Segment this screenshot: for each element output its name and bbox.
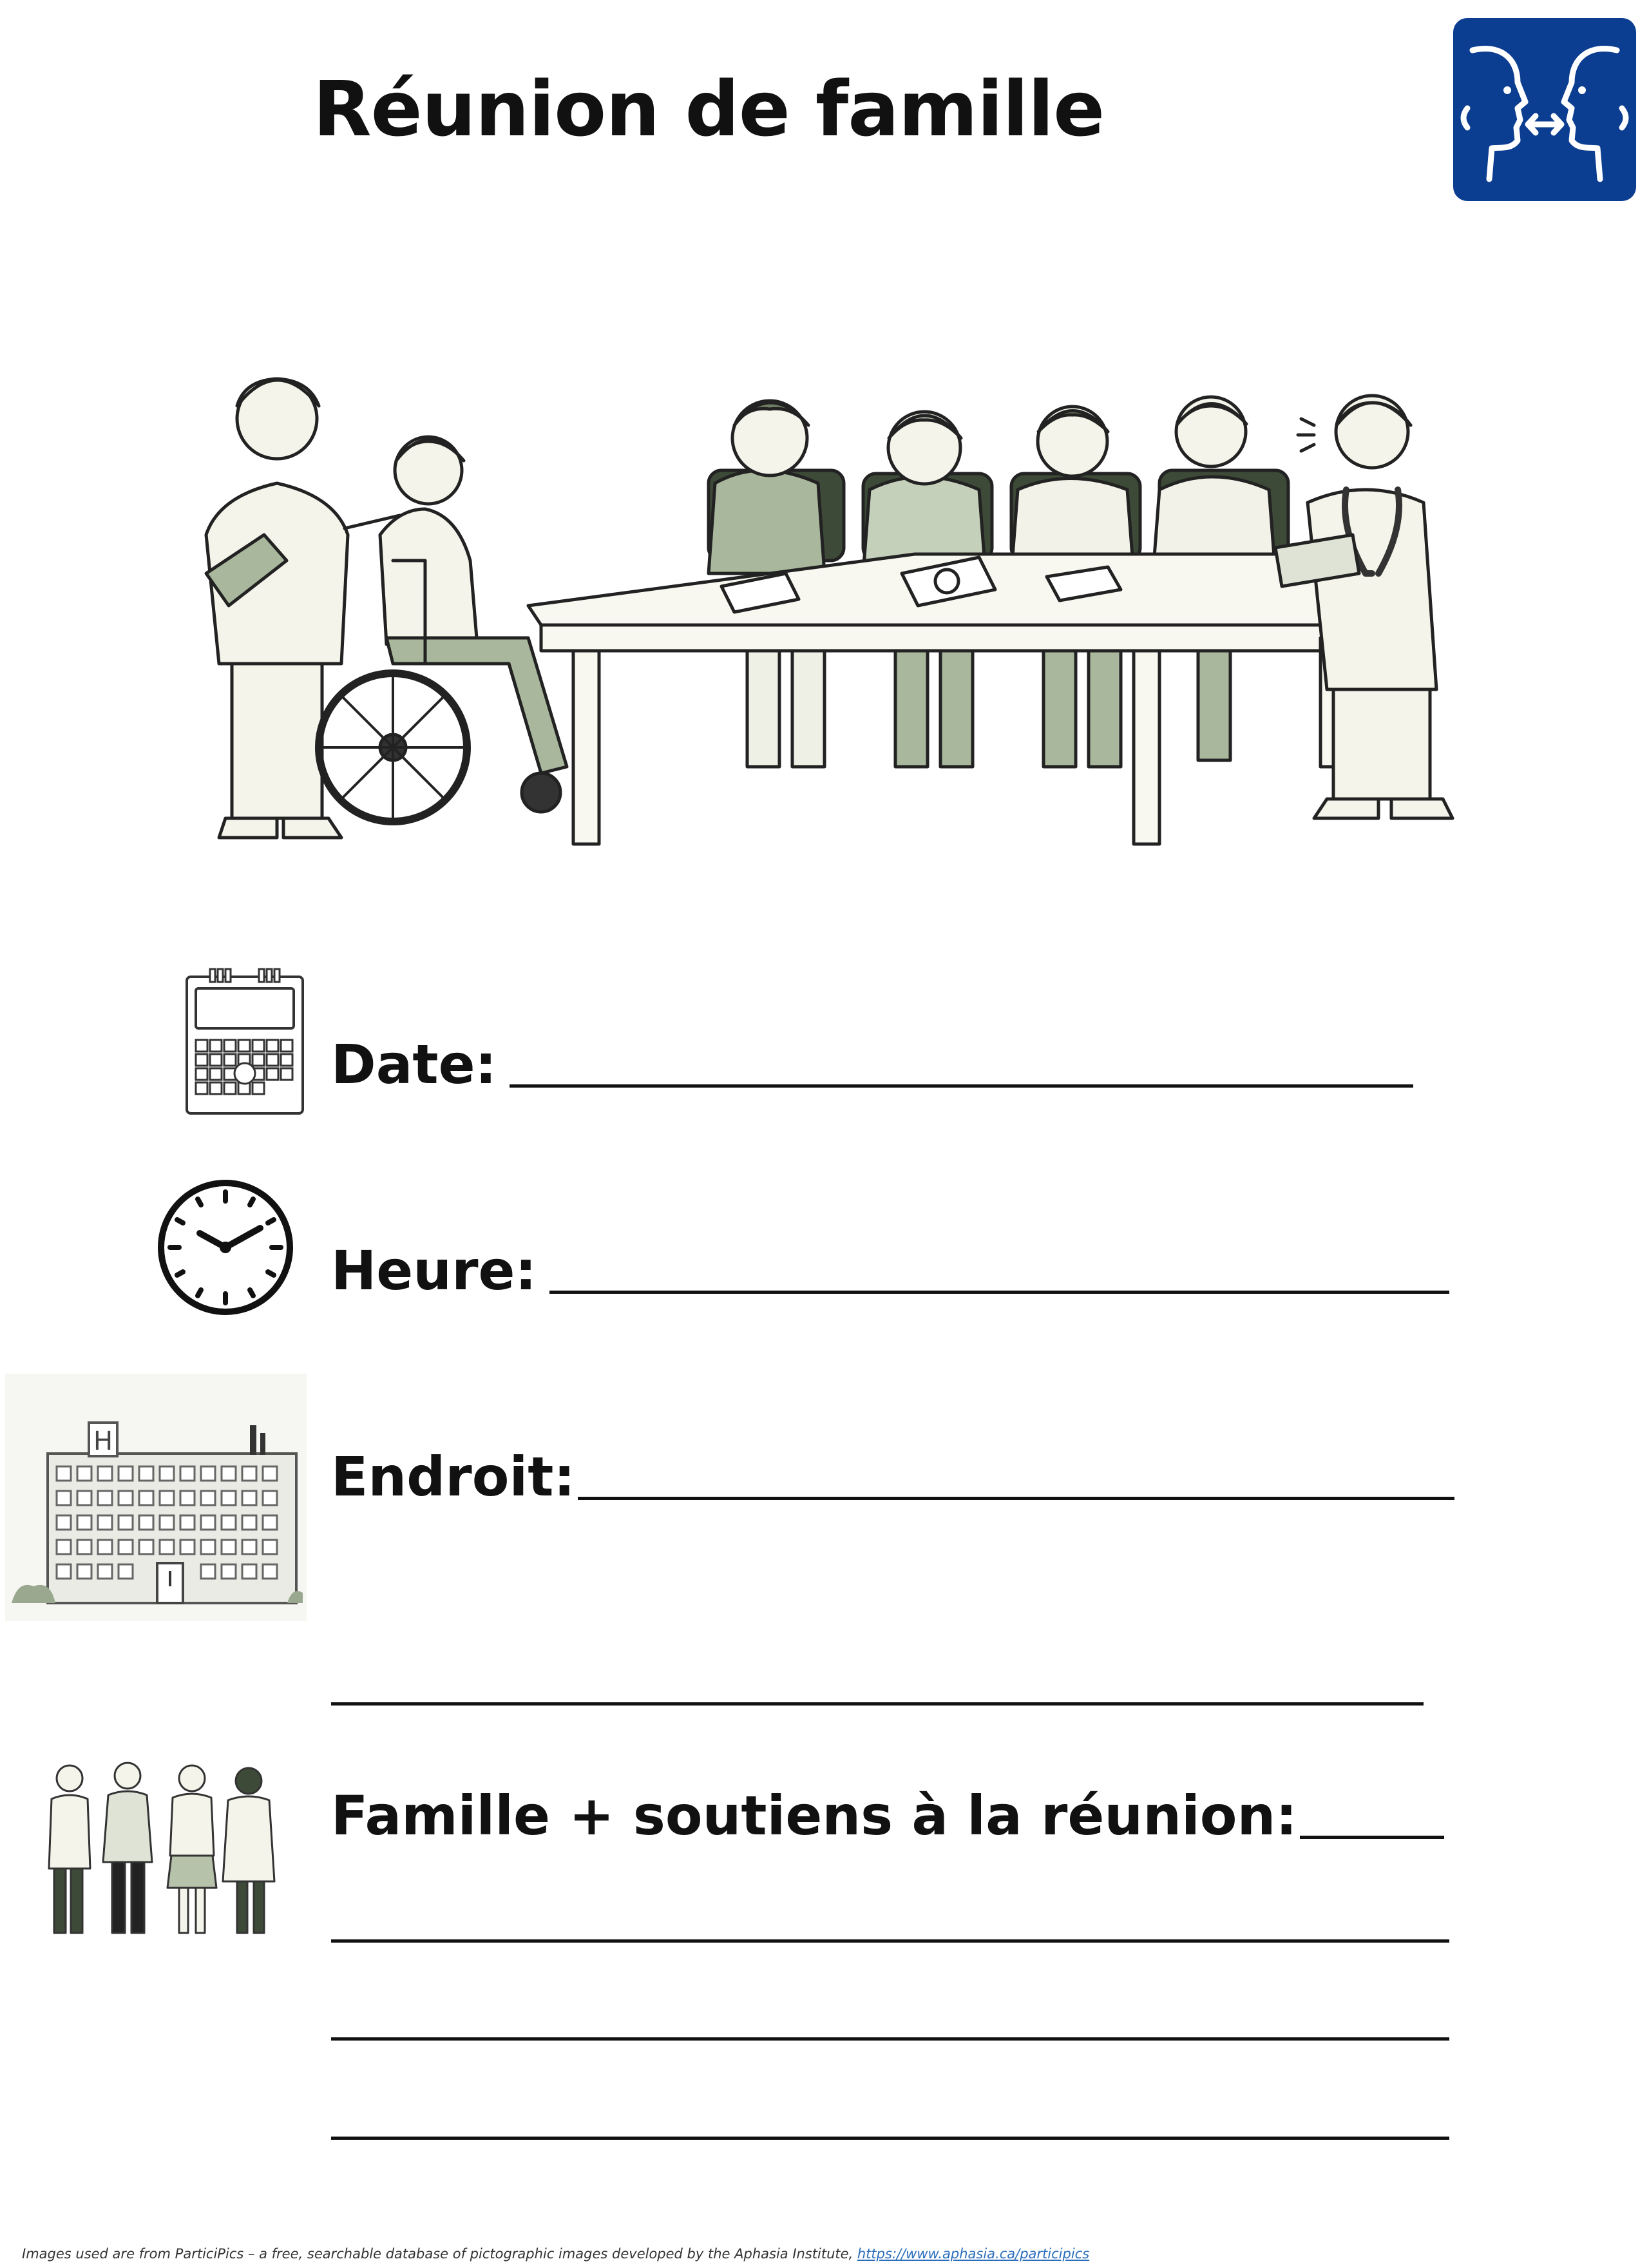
page-title: Réunion de famille — [312, 64, 1105, 153]
calendar-icon — [184, 966, 305, 1116]
attendees-input-line[interactable] — [1300, 1836, 1444, 1839]
time-label: Heure: — [331, 1239, 537, 1302]
attendees-input-line-3[interactable] — [331, 2037, 1449, 2041]
place-input-line[interactable] — [578, 1497, 1454, 1500]
participics-link[interactable]: https://www.aphasia.ca/participics — [857, 2246, 1090, 2262]
hospital-building-icon — [5, 1374, 307, 1621]
clock-icon — [156, 1178, 295, 1317]
place-input-line-2[interactable] — [331, 1702, 1424, 1706]
communication-logo — [1453, 18, 1636, 201]
attendees-label: Famille + soutiens à la réunion: — [331, 1784, 1297, 1847]
place-label: Endroit: — [331, 1445, 575, 1508]
attendees-field[interactable] — [331, 1784, 1444, 1847]
date-field[interactable] — [331, 1033, 1413, 1096]
attendees-input-line-2[interactable] — [331, 1939, 1449, 1943]
family-meeting-table-illustration — [180, 303, 1482, 850]
attendees-input-line-4[interactable] — [331, 2137, 1449, 2140]
date-label: Date: — [331, 1033, 497, 1096]
image-credit-text: Images used are from ParticiPics – a free, searchable database of pictographic images developed by the Aphasia Institute, — [22, 2246, 857, 2262]
image-credit — [22, 2246, 1089, 2262]
place-field[interactable] — [331, 1445, 1454, 1508]
face-to-face-communication-icon — [1453, 18, 1636, 201]
time-field[interactable] — [331, 1239, 1449, 1302]
time-input-line[interactable] — [549, 1291, 1449, 1294]
svg-text:H: H — [93, 1427, 113, 1456]
group-of-people-icon — [36, 1759, 294, 1946]
date-input-line[interactable] — [510, 1084, 1413, 1088]
